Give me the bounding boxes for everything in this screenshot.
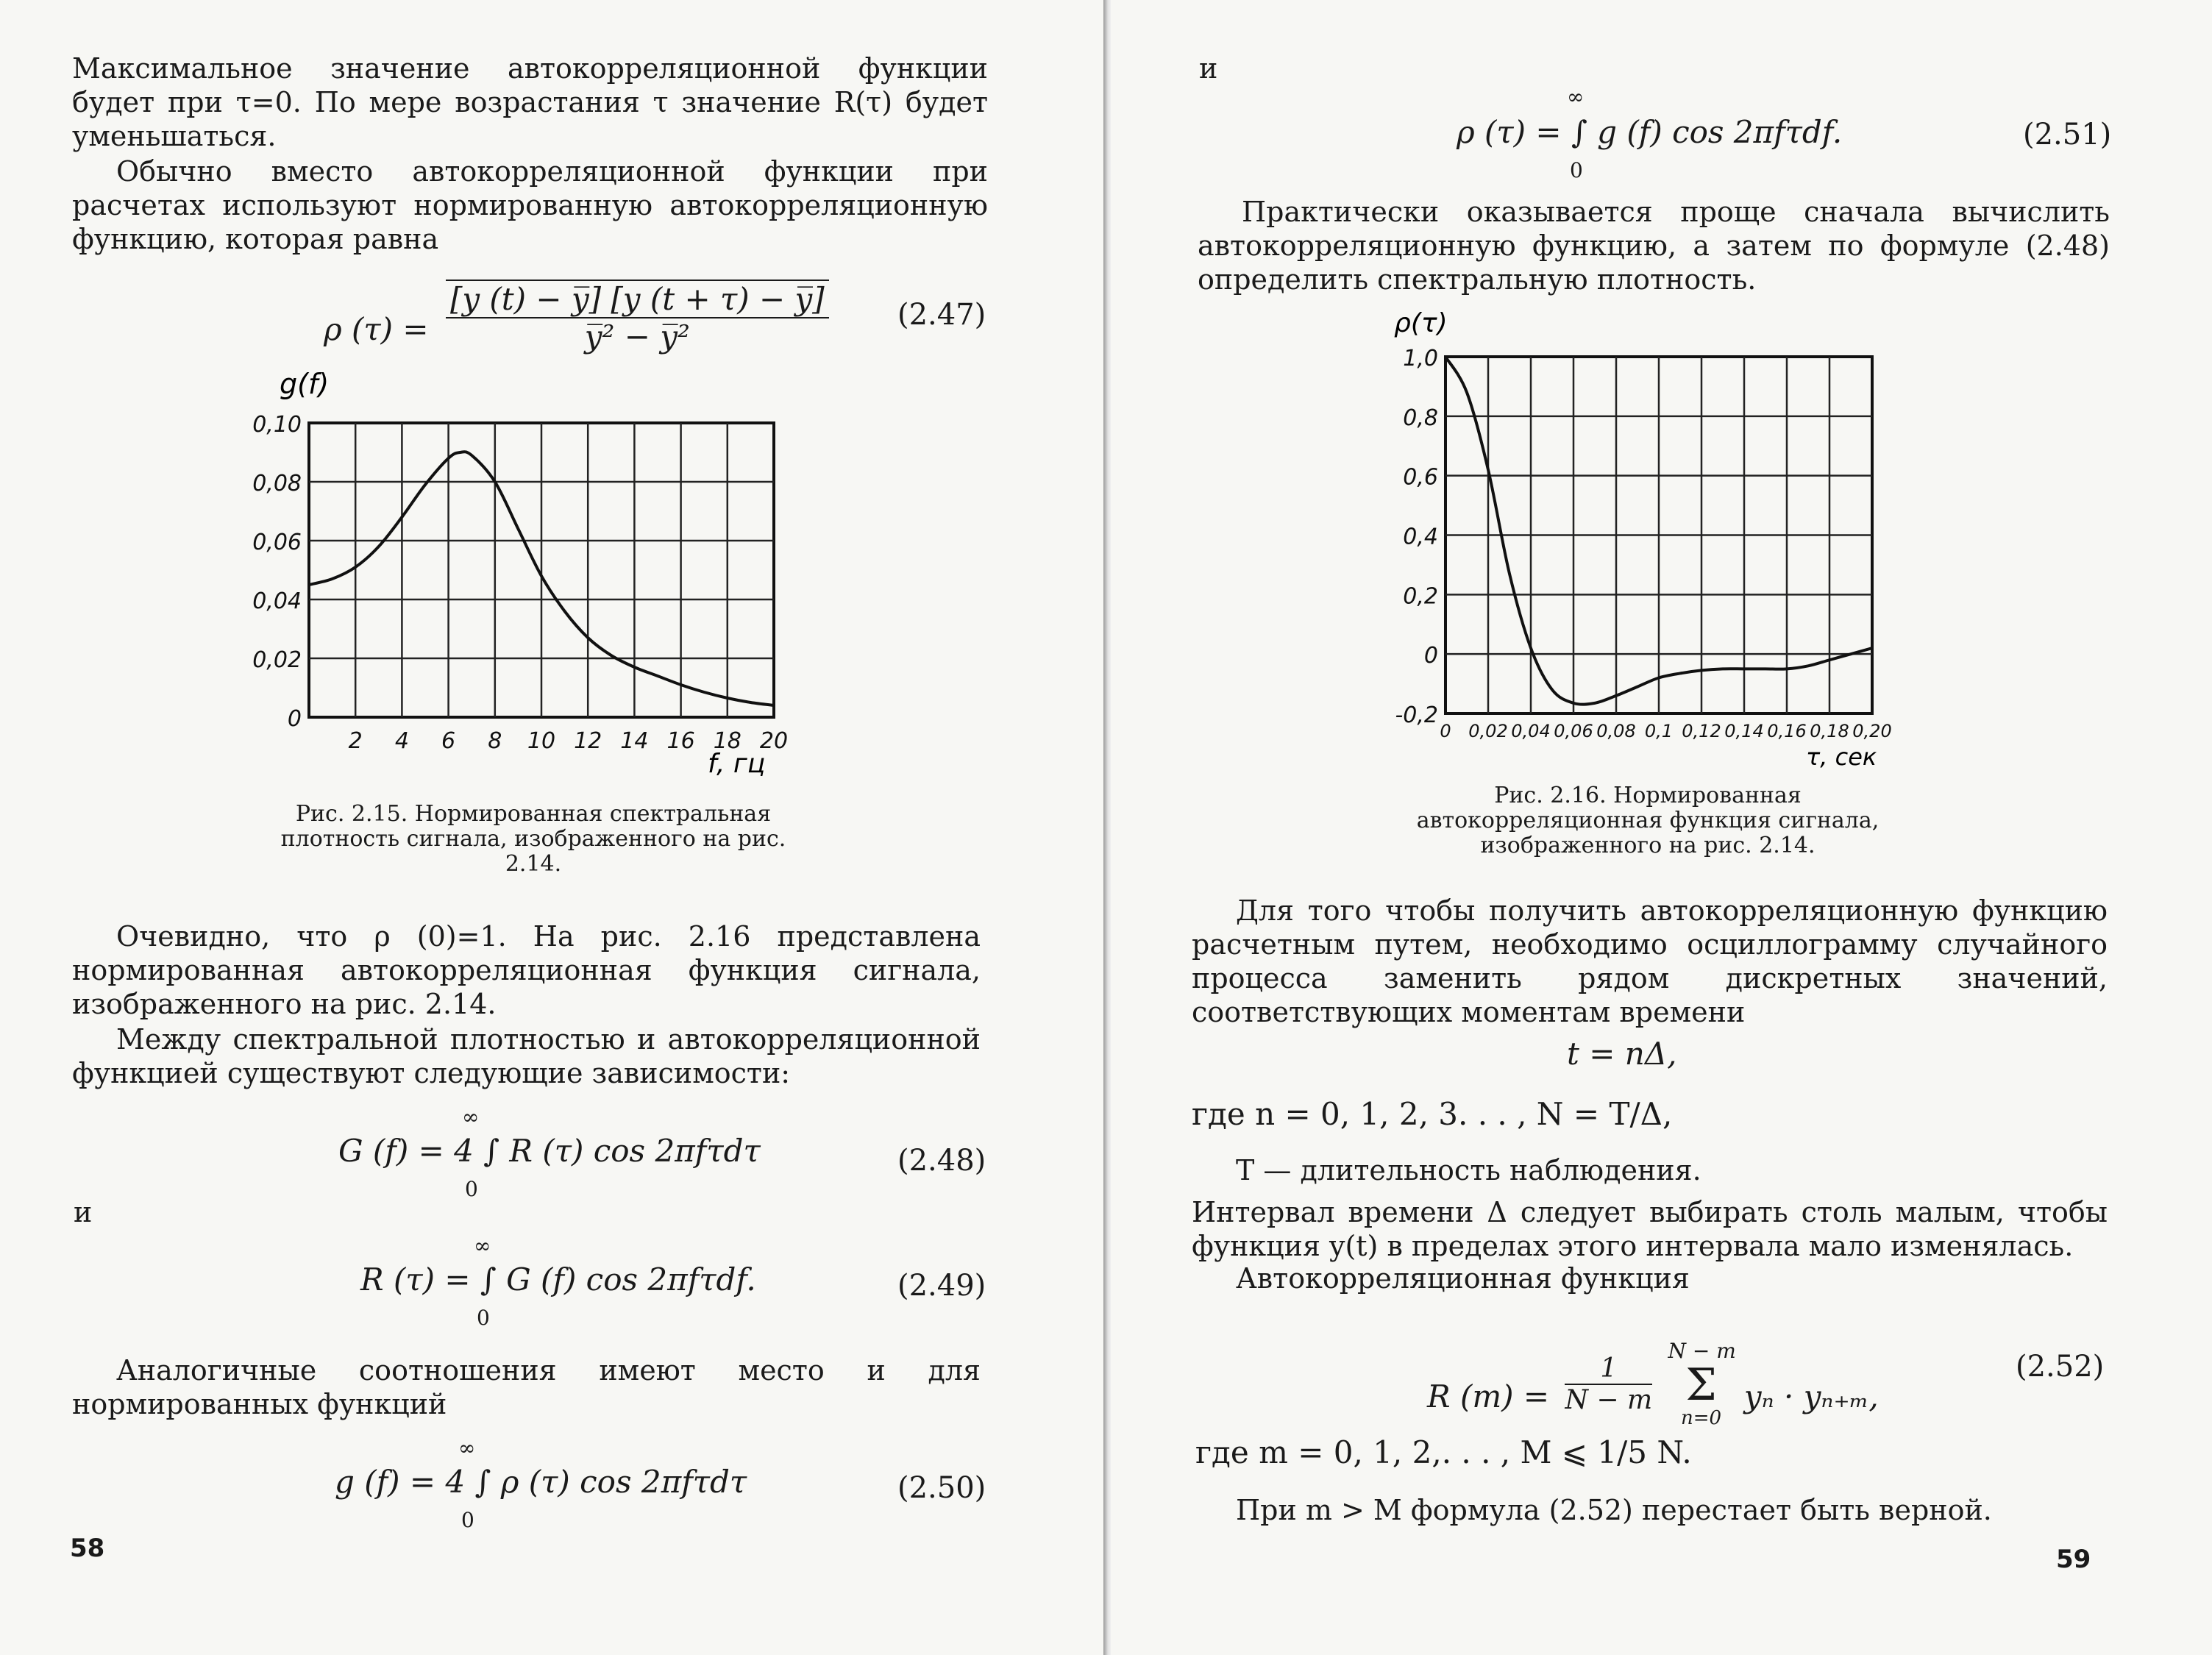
eq-2-49-body: R (τ) = ∫ G (f) cos 2πfτdf. xyxy=(360,1261,756,1298)
eq-2-50-body: g (f) = 4 ∫ ρ (τ) cos 2πfτdτ xyxy=(335,1464,747,1500)
paragraph-6: Практически оказывается проще сначала вычислить автокорреляционную функцию, а затем по формуле (2.48) определить спектральную плотность. xyxy=(1198,196,2110,296)
eq-2-48-body: G (f) = 4 ∫ R (τ) cos 2πfτdτ xyxy=(338,1133,761,1169)
eq-numerator: [y (t) − y̅] [y (t + τ) − y̅] xyxy=(446,280,829,318)
fig215-x-tick-label: 6 xyxy=(441,728,456,754)
equation-2-47 xyxy=(324,280,829,355)
fig215-y-tick-label: 0,06 xyxy=(252,530,302,555)
paragraph-9: Интервал времени Δ следует выбирать столь малым, чтобы функция y(t) в пределах этого интервала мало изменялась. xyxy=(1192,1196,2108,1262)
figure-2-15-chart xyxy=(250,371,809,783)
conjunction-and-2: и xyxy=(1199,52,1218,85)
fig216-x-tick-label: 0 xyxy=(1440,721,1451,741)
fig215-x-tick-label: 2 xyxy=(348,728,363,754)
fig215-y-tick-label: 0,02 xyxy=(252,647,302,673)
eq-2-52-sum: Σ xyxy=(1685,1359,1717,1411)
book-gutter xyxy=(1103,0,1111,1655)
fig215-grid xyxy=(309,423,774,717)
fig215-x-tick-label: 16 xyxy=(666,728,695,754)
fig215-x-tick-label: 12 xyxy=(574,728,602,754)
fig216-x-tick-label: 0,06 xyxy=(1554,721,1593,741)
eq-2-50-upper: ∞ xyxy=(458,1436,476,1460)
eq-2-49-upper: ∞ xyxy=(474,1234,491,1258)
fig216-x-tick-label: 0,16 xyxy=(1767,721,1807,741)
fig216-y-tick-label: 0,2 xyxy=(1403,583,1438,610)
paragraph-7: Для того чтобы получить автокорреляционную функцию расчетным путем, необходимо осциллограмму случайного процесса заменить рядом дискретных значений, соответствующих моментам времени xyxy=(1192,894,2108,1028)
fig216-y-tick-label: 0,6 xyxy=(1403,464,1438,491)
fig216-y-tick-label: 0,4 xyxy=(1403,524,1438,550)
fig215-y-axis-label: g(f) xyxy=(280,371,330,400)
page-number-left: 58 xyxy=(70,1534,105,1563)
figure-2-15-caption: Рис. 2.15. Нормированная спектральная плотность сигнала, изображенного на рис. 2.14. xyxy=(280,801,786,877)
fig216-ticks xyxy=(1395,346,1891,741)
fig216-y-tick-label: 1,0 xyxy=(1403,346,1438,371)
page-number-right: 59 xyxy=(2056,1545,2091,1574)
fig216-x-axis-label: τ, сек xyxy=(1806,743,1877,771)
eq-2-48-lower: 0 xyxy=(465,1177,478,1201)
eq-number-2-52: (2.52) xyxy=(2016,1350,2105,1384)
eq-2-52-frac-den: N − m xyxy=(1565,1384,1653,1415)
eq-number-2-51: (2.51) xyxy=(2023,118,2112,152)
fig216-x-tick-label: 0,04 xyxy=(1511,721,1551,741)
equation-t-n-delta: t = nΔ, xyxy=(1567,1036,1677,1072)
eq-number-2-49: (2.49) xyxy=(897,1269,986,1303)
eq-number-2-47: (2.47) xyxy=(897,298,986,332)
eq-number-2-48: (2.48) xyxy=(897,1144,986,1178)
paragraph-1: Максимальное значение автокорреляционной функции будет при τ=0. По мере возрастания τ значение R(τ) будет уменьшаться. xyxy=(72,52,988,152)
fig215-x-tick-label: 14 xyxy=(620,728,649,754)
fig215-y-tick-label: 0,08 xyxy=(252,471,302,496)
fig216-x-tick-label: 0,08 xyxy=(1596,721,1636,741)
paragraph-2: Обычно вместо автокорреляционной функции при расчетах используют нормированную автокорреляционную функцию, которая равна xyxy=(72,155,988,255)
fig215-x-tick-label: 10 xyxy=(527,728,556,754)
equation-2-48 xyxy=(338,1105,761,1201)
fig215-x-axis-label: f, гц xyxy=(708,749,766,779)
eq-2-49-lower: 0 xyxy=(477,1306,490,1330)
fig215-x-tick-label: 8 xyxy=(488,728,502,754)
eq-2-50-lower: 0 xyxy=(461,1508,474,1532)
paragraph-3: Очевидно, что ρ (0)=1. На рис. 2.16 представлена нормированная автокорреляционная функция сигнала, изображенного на рис. 2.14. xyxy=(72,920,981,1020)
fig216-x-tick-label: 0,14 xyxy=(1724,721,1764,741)
eq-2-51-body: ρ (τ) = ∫ g (f) cos 2πfτdf. xyxy=(1457,114,1843,150)
eq-2-52-rhs: yₙ · yₙ₊ₘ, xyxy=(1743,1378,1879,1414)
figure-2-16-chart xyxy=(1365,305,1924,776)
right-page xyxy=(1111,0,2212,1655)
fig215-y-tick-label: 0,10 xyxy=(252,412,302,438)
eq-number-2-50: (2.50) xyxy=(897,1471,986,1505)
equation-2-51 xyxy=(1457,85,1843,182)
eq-2-51-upper: ∞ xyxy=(1567,85,1585,109)
left-page xyxy=(0,0,1103,1655)
fig215-x-tick-label: 4 xyxy=(394,728,409,754)
eq-2-52-lhs: R (m) = xyxy=(1427,1378,1550,1414)
fig215-y-tick-label: 0 xyxy=(287,706,302,732)
eq-denominator: y̅² − y̅² xyxy=(584,318,690,355)
fig215-y-tick-label: 0,04 xyxy=(252,588,302,614)
equation-2-49 xyxy=(360,1234,756,1330)
fig216-grid xyxy=(1445,357,1872,713)
fig215-x-tick-label: 20 xyxy=(759,728,789,754)
fig216-x-tick-label: 0,02 xyxy=(1468,721,1508,741)
paragraph-8: T — длительность наблюдения. xyxy=(1236,1154,1701,1186)
equation-2-52 xyxy=(1427,1339,1879,1429)
fig216-y-tick-label: -0,2 xyxy=(1395,702,1438,728)
eq-2-52-upper: N − m xyxy=(1668,1339,1736,1363)
eq-2-52-frac-num: 1 xyxy=(1565,1353,1652,1385)
paragraph-10: Автокорреляционная функция xyxy=(1236,1262,1690,1295)
eq-lhs: ρ (τ) = xyxy=(324,311,429,347)
equation-2-50 xyxy=(335,1436,747,1532)
eq-2-48-upper: ∞ xyxy=(462,1105,480,1129)
where-n-values: где n = 0, 1, 2, 3. . . , N = T/Δ, xyxy=(1192,1096,1673,1132)
fig216-x-tick-label: 0,18 xyxy=(1810,721,1849,741)
fig216-x-tick-label: 0,12 xyxy=(1682,721,1721,741)
fig216-x-tick-label: 0,1 xyxy=(1644,721,1674,741)
fig216-y-tick-label: 0 xyxy=(1423,643,1438,669)
fig216-x-tick-label: 0,20 xyxy=(1852,721,1892,741)
fig216-y-tick-label: 0,8 xyxy=(1403,405,1438,431)
figure-2-16-caption: Рис. 2.16. Нормированная автокорреляционная функция сигнала, изображенного на рис. 2.14. xyxy=(1416,783,1880,858)
fig215-ticks xyxy=(252,412,788,754)
paragraph-4: Между спектральной плотностью и автокорреляционной функцией существуют следующие зависимости: xyxy=(72,1023,981,1089)
paragraph-5: Аналогичные соотношения имеют место и для нормированных функций xyxy=(72,1354,981,1420)
where-m-values: где m = 0, 1, 2,. . . , M ⩽ 1/5 N. xyxy=(1195,1434,1692,1470)
eq-2-52-lower: n=0 xyxy=(1680,1407,1722,1429)
conjunction-and-1: и xyxy=(74,1196,93,1228)
paragraph-11: При m > M формула (2.52) перестает быть верной. xyxy=(1236,1494,1992,1526)
eq-2-51-lower: 0 xyxy=(1570,158,1583,182)
fig215-x-tick-label: 18 xyxy=(713,728,742,754)
fig216-y-axis-label: ρ(τ) xyxy=(1394,308,1448,338)
